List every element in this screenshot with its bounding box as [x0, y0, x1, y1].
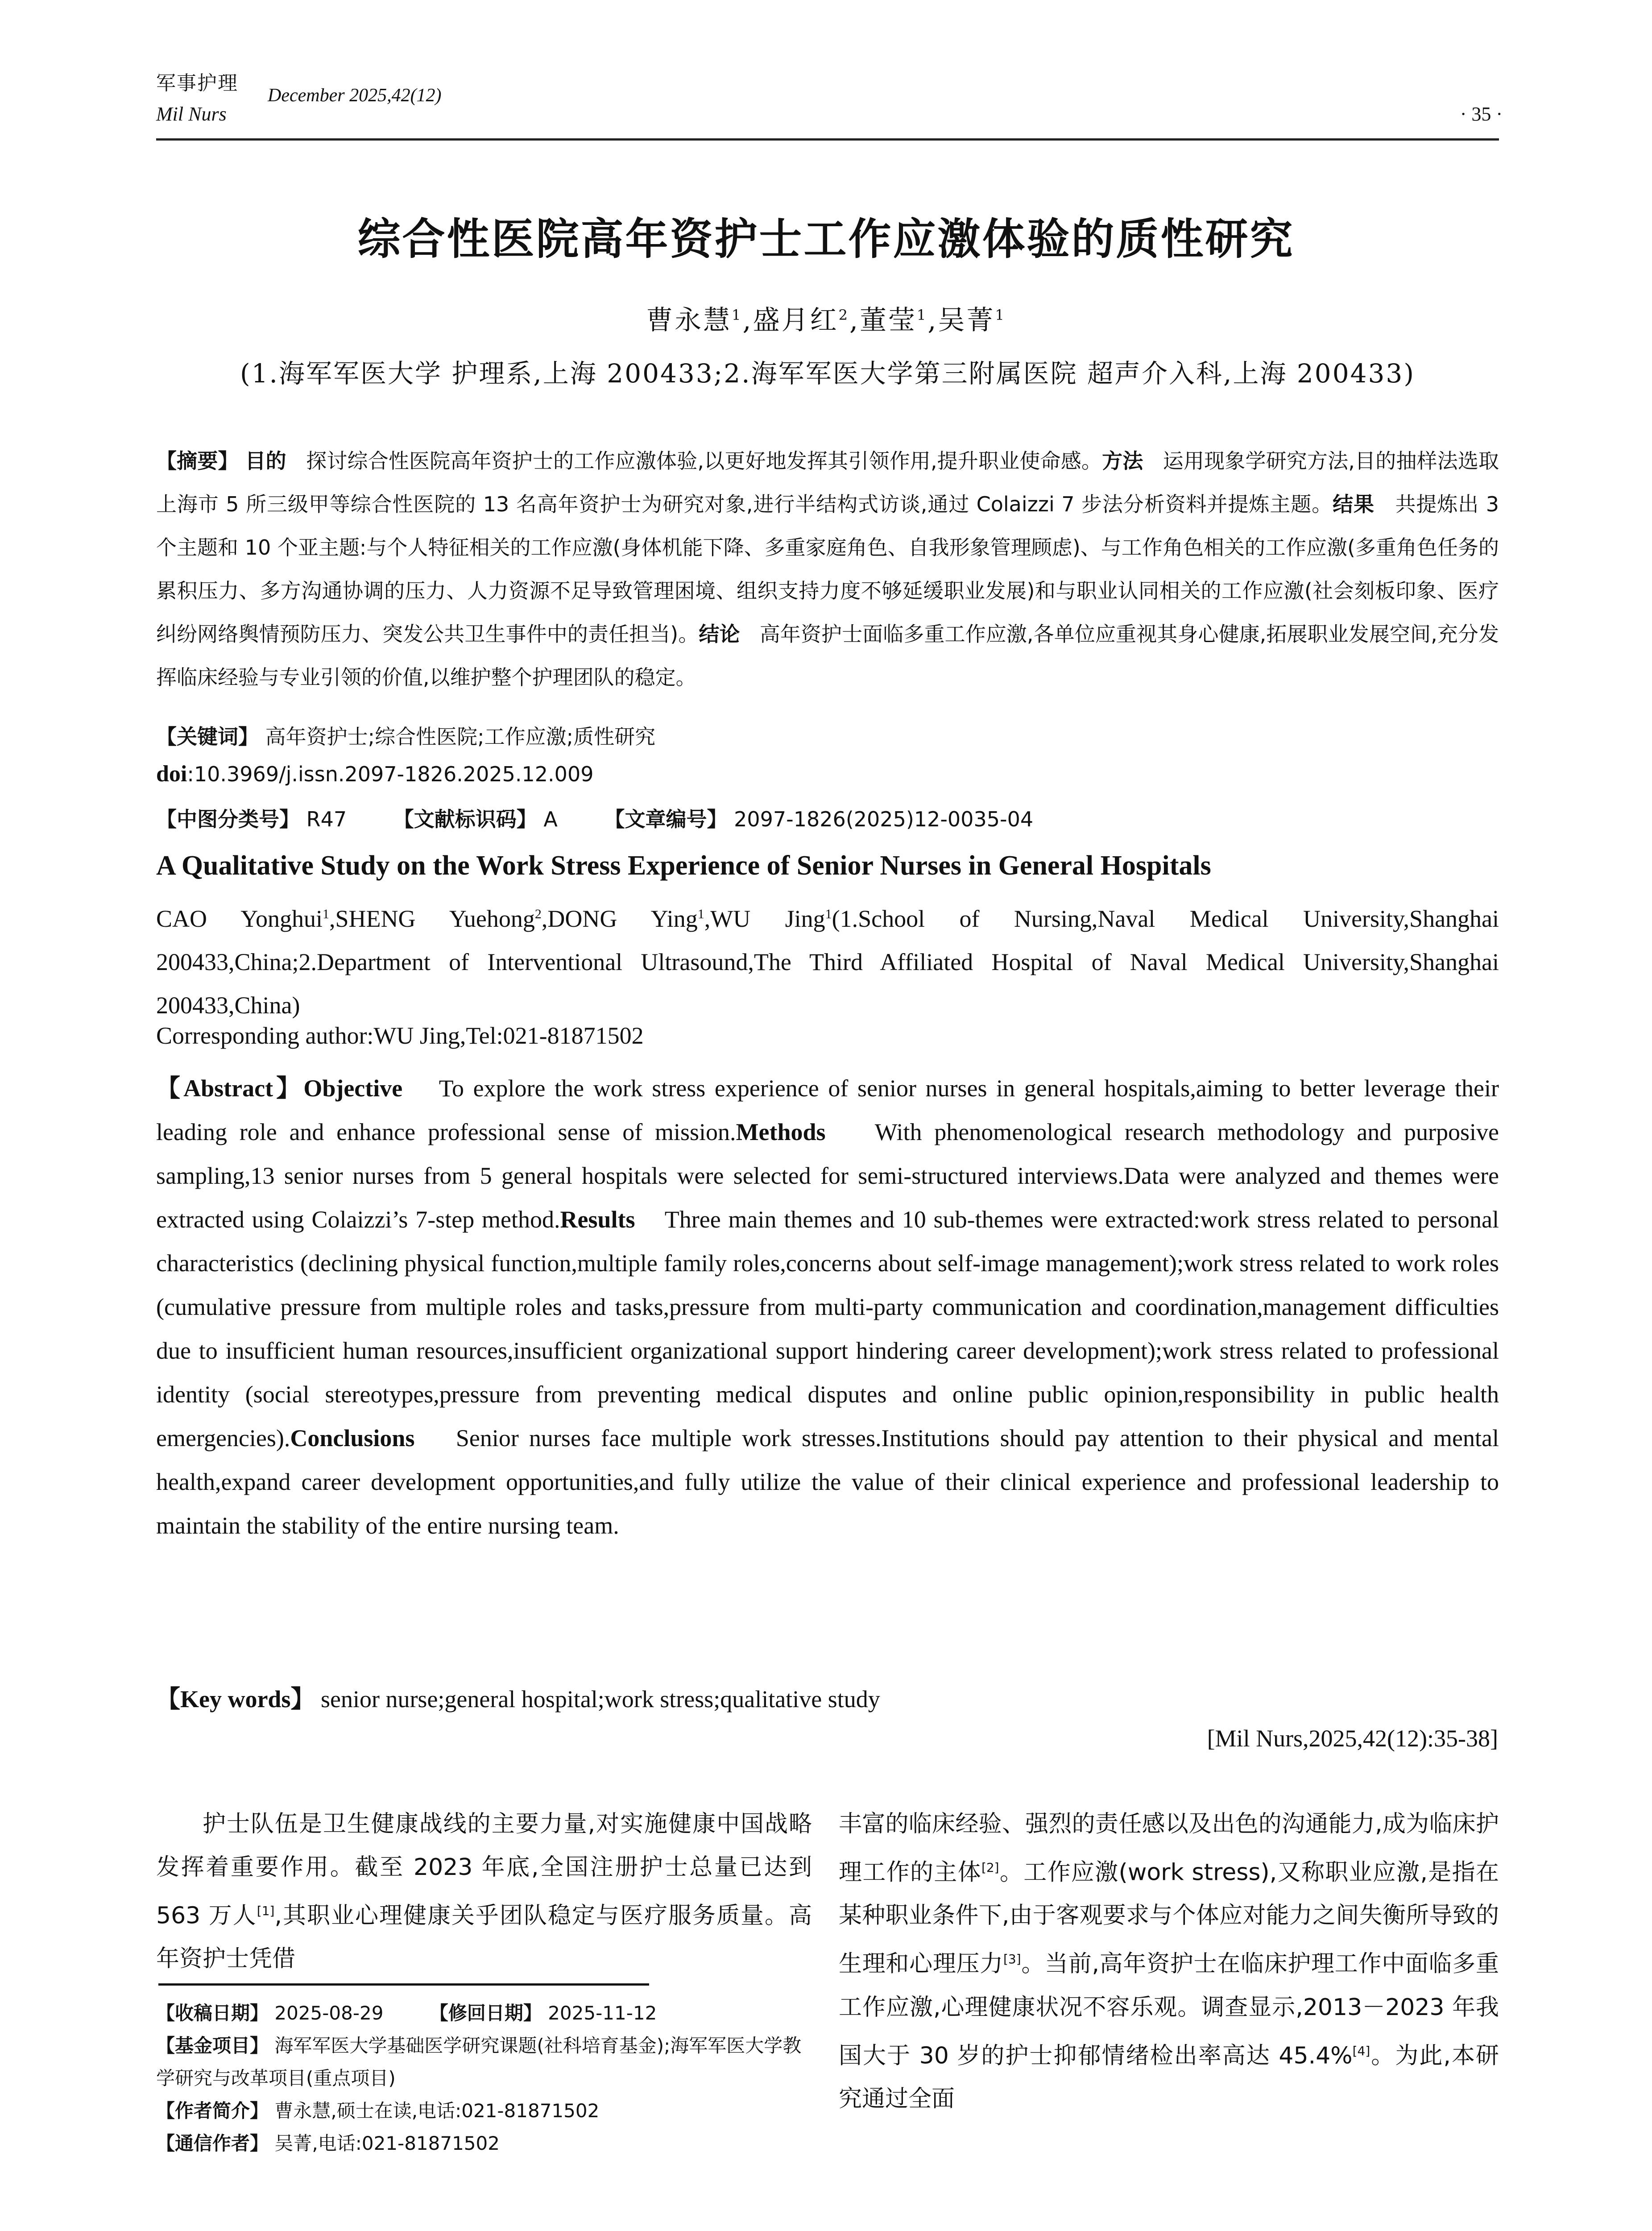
fund-label: 【基金项目】 — [156, 2035, 269, 2057]
author-name: 盛月红 — [753, 305, 839, 336]
header-rule — [156, 138, 1499, 141]
doc-code-label: 【文献标识码】 — [393, 807, 537, 831]
received-line — [156, 1997, 816, 2029]
keywords-en-value: senior nurse;general hospital;work stress;qualitative study — [320, 1686, 880, 1713]
reference-marker[interactable]: [2] — [981, 1860, 999, 1875]
doc-code-value: A — [543, 807, 558, 831]
author-aff: 1 — [323, 907, 329, 921]
citation: [Mil Nurs,2025,42(12):35-38] — [1207, 1725, 1498, 1752]
body-text: 。为此,本研究通过全面 — [839, 2042, 1499, 2112]
author-aff: 1 — [825, 907, 832, 921]
conclusion-text: 高年资护士面临多重工作应激,各单位应重视其身心健康,拓展职业发展空间,充分发挥临床经验与专业引领的价值,以维护整个护理团队的稳定。 — [156, 622, 1499, 689]
doi-line — [156, 761, 593, 787]
body-column-left — [156, 1803, 812, 1981]
conclusions-en-label: Conclusions — [290, 1425, 415, 1451]
methods-en-text: With phenomenological research methodology and purposive sampling,13 senior nurses from 5 general hospitals were selected for semi-structured interviews.Data were analyzed and themes were extracted using Colaizzi’s 7-step method. — [156, 1119, 1499, 1233]
reference-marker[interactable]: [3] — [1003, 1952, 1021, 1967]
author-name: WU Jing — [710, 905, 825, 932]
results-en-label: Results — [560, 1206, 635, 1233]
objective-label: 目的 — [245, 449, 286, 473]
doi-value[interactable]: :10.3969/j.issn.2097-1826.2025.12.009 — [187, 762, 594, 786]
issue-date: December 2025,42(12) — [268, 85, 442, 106]
keywords-en — [156, 1680, 880, 1714]
abstract-en-label: 【Abstract】 — [156, 1075, 304, 1102]
fund-line — [156, 2029, 816, 2094]
results-text: 共提炼出 3 个主题和 10 个亚主题:与个人特征相关的工作应激(身体机能下降、多重家庭角色、自我形象管理顾虑)、与工作角色相关的工作应激(多重角色任务的累积压力、多方沟通协调的压力、人力资源不足导致管理困境、组织支持力度不够延缓职业发展)和与职业认同相关的工作应激(社会刻板印象、医疗纠纷网络舆情预防压力、突发公共卫生事件中的责任担当)。 — [156, 492, 1499, 646]
author-aff: 2 — [838, 307, 849, 323]
conclusion-label: 结论 — [699, 622, 740, 646]
results-en-text: Three main themes and 10 sub-themes were extracted:work stress related to personal characteristics (declining physical function,multiple family roles,concerns about self-image management);work stress related to work roles (cumulative pressure from multiple roles and tasks,pressure from multi-party communication and coordination,management difficulties due to insufficient human resources,insufficient organizational support hindering career development);work stress related to professional identity (social stereotypes,pressure from preventing medical disputes and online public opinion,responsibility in public health emergencies). — [156, 1206, 1499, 1451]
body-text: 护士队伍是卫生健康战线的主要力量,对实施健康中国战略发挥着重要作用。截至 2023 年底,全国注册护士总量已达到 563 万人 — [156, 1811, 812, 1929]
article-no-value: 2097-1826(2025)12-0035-04 — [734, 807, 1034, 831]
revised-date: 2025-11-12 — [548, 2002, 657, 2024]
reference-marker[interactable]: [1] — [257, 1903, 275, 1918]
body-text: ,其职业心理健康关乎团队稳定与医疗服务质量。高年资护士凭借 — [156, 1902, 812, 1973]
author-bio-text: 曹永慧,硕士在读,电话:021-81871502 — [274, 2100, 600, 2122]
footnote-block — [156, 1997, 816, 2160]
abstract-en — [156, 1066, 1499, 1547]
article-title-en: A Qualitative Study on the Work Stress Experience of Senior Nurses in General Hospitals — [156, 850, 1211, 881]
body-text: 。工作应激(work stress),又称职业应激,是指在某种职业条件下,由于客观要求与个体应对能力之间失衡所导致的生理和心理压力 — [839, 1859, 1499, 1978]
methods-en-label: Methods — [736, 1119, 826, 1145]
author-name: CAO Yonghui — [156, 905, 323, 932]
author-aff: 1 — [732, 307, 743, 323]
author-list-en: CAO Yonghui$^1$,SHENG Yuehong$^2$,DONG Ying$^1$,WU Jing$^1$(1.School of Nursing,Naval Medical University,Shanghai 200433,China;2.Department of Interventional Ultrasound,The Third Affiliated Hospital of Naval Medical University,Shanghai 200433,China) — [156, 905, 1499, 1019]
received-date: 2025-08-29 — [274, 2002, 384, 2024]
journal-name-en: Mil Nurs — [156, 103, 227, 125]
footnote-rule — [158, 1983, 649, 1986]
clc-value: R47 — [306, 807, 347, 831]
page-number: · 35 · — [1460, 103, 1503, 125]
author-name: DONG Ying — [547, 905, 698, 932]
corresponding-line — [156, 2127, 816, 2160]
body-paragraph — [156, 1803, 812, 1981]
methods-text: 运用现象学研究方法,目的抽样法选取上海市 5 所三级甲等综合性医院的 13 名高年资护士为研究对象,进行半结构式访谈,通过 Colaizzi 7 步法分析资料并提炼主题。 — [156, 449, 1499, 516]
author-bio-line — [156, 2094, 816, 2127]
article-no-label: 【文章编号】 — [604, 807, 728, 831]
author-list-cn: 曹永慧$^1$,盛月红$^2$,董莹$^1$,吴菁$^1$ — [646, 305, 1006, 336]
author-aff: 2 — [534, 907, 542, 921]
article-title-cn: 综合性医院高年资护士工作应激体验的质性研究 — [357, 214, 1295, 264]
corresponding-text: 吴菁,电话:021-81871502 — [274, 2132, 500, 2154]
doi-label: doi — [156, 761, 187, 787]
received-label: 【收稿日期】 — [156, 2002, 269, 2024]
body-paragraph — [839, 1803, 1499, 2121]
author-name: 董莹 — [860, 305, 917, 336]
objective-text: 探讨综合性医院高年资护士的工作应激体验,以更好地发挥其引领作用,提升职业使命感。 — [306, 449, 1102, 473]
author-bio-label: 【作者简介】 — [156, 2100, 269, 2122]
author-aff: 1 — [697, 907, 704, 921]
revised-label: 【修回日期】 — [429, 2002, 542, 2024]
corresponding-author-en: Corresponding author:WU Jing,Tel:021-81871502 — [156, 1022, 644, 1049]
keywords-cn — [156, 721, 655, 750]
objective-en-label: Objective — [303, 1075, 403, 1102]
author-name: 曹永慧 — [646, 305, 732, 336]
journal-name-cn: 军事护理 — [156, 72, 238, 95]
body-text: 丰富的临床经验、强烈的责任感以及出色的沟通能力,成为临床护理工作的主体 — [839, 1811, 1499, 1886]
affiliations-cn: (1.海军军医大学 护理系,上海 200433;2.海军军医大学第三附属医院 超声介入科,上海 200433) — [240, 358, 1415, 389]
clc-label: 【中图分类号】 — [156, 807, 300, 831]
abstract-cn — [156, 440, 1499, 699]
author-name: 吴菁 — [938, 305, 995, 336]
conclusions-en-text: Senior nurses face multiple work stresses.Institutions should pay attention to their physical and mental health,expand career development opportunities,and fully utilize the value of their clinical experience and professional leadership to maintain the stability of the entire nursing team. — [156, 1425, 1499, 1539]
keywords-value: 高年资护士;综合性医院;工作应激;质性研究 — [265, 725, 656, 749]
keywords-en-label: 【Key words】 — [156, 1686, 315, 1713]
objective-en-text: To explore the work stress experience of senior nurses in general hospitals,aiming to better leverage their leading role and enhance professional sense of mission. — [156, 1075, 1499, 1145]
body-column-right — [839, 1803, 1499, 2121]
body-text: 。当前,高年资护士在临床护理工作中面临多重工作应激,心理健康状况不容乐观。调查显示,2013－2023 年我国大于 30 岁的护士抑郁情绪检出率高达 45.4% — [839, 1950, 1499, 2069]
corresponding-label: 【通信作者】 — [156, 2132, 269, 2154]
methods-label: 方法 — [1102, 449, 1143, 473]
abstract-label: 【摘要】 — [156, 449, 239, 473]
author-aff: 1 — [917, 307, 928, 323]
classification-line — [156, 803, 1033, 833]
author-name: SHENG Yuehong — [335, 905, 535, 932]
reference-marker[interactable]: [4] — [1352, 2043, 1370, 2058]
affiliations-en: (1.School of Nursing,Naval Medical University,Shanghai 200433,China;2.Department of Interventional Ultrasound,The Third Affiliated Hospital of Naval Medical University,Shanghai 200433,China) — [156, 905, 1499, 1019]
results-label: 结果 — [1333, 492, 1375, 516]
author-aff: 1 — [995, 307, 1006, 323]
fund-text: 海军军医大学基础医学研究课题(社科培育基金);海军军医大学教学研究与改革项目(重点项目) — [156, 2035, 802, 2089]
keywords-label: 【关键词】 — [156, 725, 259, 749]
